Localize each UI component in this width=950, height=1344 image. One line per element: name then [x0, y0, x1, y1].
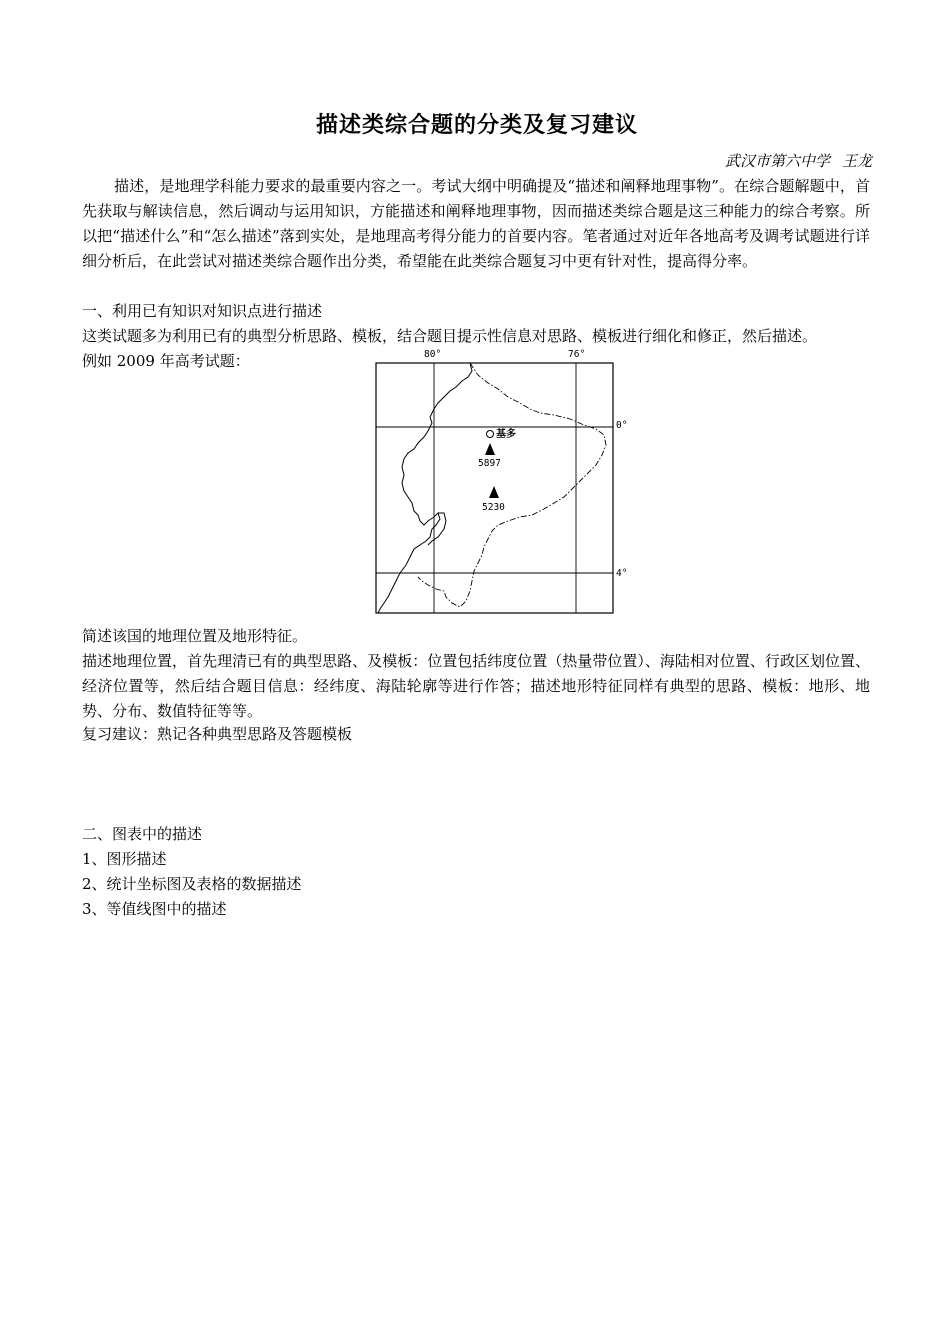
question-text: 简述该国的地理位置及地形特征。 [82, 627, 308, 645]
city-label: 基多 [496, 429, 516, 440]
review-advice: 复习建议：熟记各种典型思路及答题模板 [82, 725, 353, 743]
lat-label-bottom: 4° [616, 568, 628, 579]
lon-label-left: 80° [424, 349, 442, 360]
coastline [378, 363, 472, 613]
peak-label-2: 5230 [482, 502, 505, 513]
lat-label-top: 0° [616, 420, 628, 431]
peak-marker-1 [485, 443, 495, 455]
author-name: 王龙 [841, 152, 872, 170]
section2-item-2: 2、统计坐标图及表格的数据描述 [82, 875, 302, 893]
capital-marker [487, 431, 494, 438]
intro-paragraph: 描述，是地理学科能力要求的最重要内容之一。考试大纲中明确提及“描述和阐释地理事物”。在综合题解题中，首先获取与解读信息，然后调动与运用知识，方能描述和阐释地理事物，因而描述类综合题是这三种能力的综合考察。所以把“描述什么”和“怎么描述”落到实处，是地理高考得分能力的首要内容。笔者通过对近年各地高考及调考试题进行详细分析后，在此尝试对描述类综合题作出分类，希望能在此类综合题复习中更有针对性，提高得分率。 [82, 177, 870, 270]
author-line [725, 150, 872, 171]
peak-marker-2 [489, 486, 499, 498]
gulf-outline [428, 513, 446, 545]
document-title: 描述类综合题的分类及复习建议 [315, 113, 638, 138]
section1-text: 这类试题多为利用已有的典型分析思路、模板，结合题目提示性信息对思路、模板进行细化和修正，然后描述。 [82, 327, 818, 345]
lon-label-right: 76° [568, 349, 586, 360]
section1-heading: 一、利用已有知识对知识点进行描述 [82, 302, 323, 320]
national-boundary [418, 363, 606, 607]
ecuador-map [374, 345, 628, 617]
peak-label-1: 5897 [478, 458, 501, 469]
section2-item-3: 3、等值线图中的描述 [82, 900, 227, 918]
section2-item-1: 1、图形描述 [82, 850, 167, 868]
answer-paragraph: 描述地理位置，首先理清已有的典型思路、及模板：位置包括纬度位置（热量带位置）、海陆相对位置、行政区划位置、经济位置等，然后结合题目信息：经纬度、海陆轮廓等进行作答；描述地形特征同样有典型的思路、模板：地形、地势、分布、数值特征等等。 [82, 652, 870, 720]
section2-heading: 二、图表中的描述 [82, 825, 203, 843]
example-intro: 例如 2009 年高考试题： [82, 352, 250, 370]
author-school: 武汉市第六中学 [724, 152, 830, 170]
